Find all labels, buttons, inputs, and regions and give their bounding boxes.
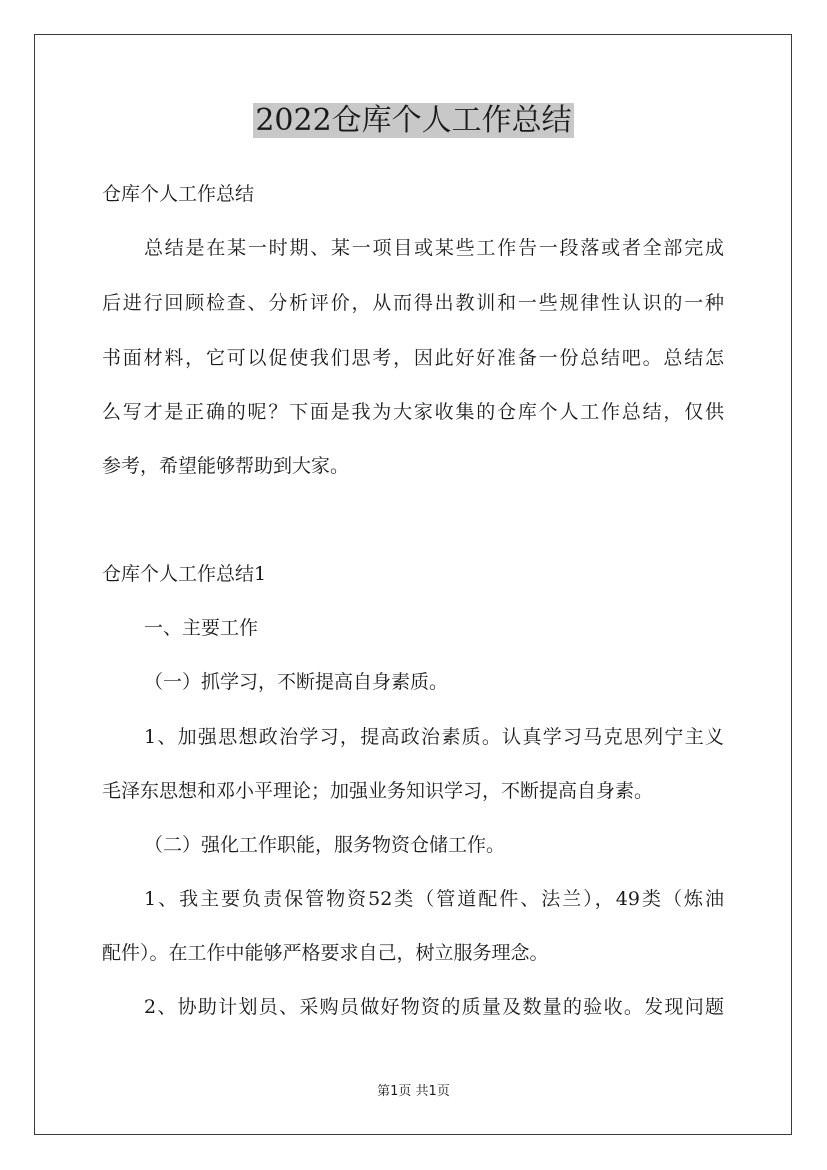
body-line-3: 1、我主要负责保管物资52类（管道配件、法兰），49类（炼油: [144, 888, 724, 910]
document-title-text: 2022仓库个人工作总结: [255, 103, 572, 138]
body-line-4: 配件）。在工作中能够严格要求自己，树立服务理念。: [102, 942, 549, 964]
intro-line-5: 参考，希望能够帮助到大家。: [102, 455, 350, 477]
document-subtitle: 仓库个人工作总结: [102, 183, 255, 205]
body-subheading-1: （一）抓学习，不断提高自身素质。: [144, 671, 449, 693]
intro-line-4: 么写才是正确的呢？下面是我为大家收集的仓库个人工作总结，仅供: [102, 401, 724, 423]
body-heading-main-work: 一、主要工作: [144, 617, 259, 639]
page-footer: 第1页 共1页: [377, 1084, 450, 1099]
intro-line-1: 总结是在某一时期、某一项目或某些工作告一段落或者全部完成: [144, 237, 724, 259]
document-title: [0, 98, 827, 144]
body-line-2: 毛泽东思想和邓小平理论；加强业务知识学习，不断提高自身素。: [102, 780, 654, 802]
intro-line-2: 后进行回顾检查、分析评价，从而得出教训和一些规律性认识的一种: [102, 292, 724, 314]
section-title: 仓库个人工作总结1: [102, 563, 267, 585]
body-subheading-2: （二）强化工作职能，服务物资仓储工作。: [144, 834, 506, 856]
body-line-5: 2、协助计划员、采购员做好物资的质量及数量的验收。发现问题: [144, 996, 724, 1018]
body-line-1: 1、加强思想政治学习，提高政治素质。认真学习马克思列宁主义: [144, 726, 724, 748]
intro-line-3: 书面材料，它可以促使我们思考，因此好好准备一份总结吧。总结怎: [102, 347, 724, 369]
